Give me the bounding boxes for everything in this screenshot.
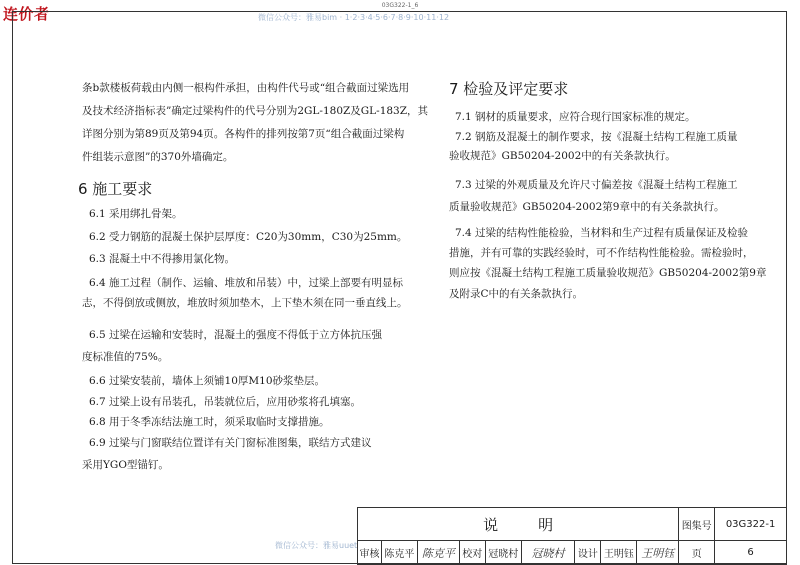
item-6-3: 6.3 混凝土中不得掺用氯化物。: [89, 253, 236, 265]
intro-line: 件组装示意图”的370外墙确定。: [82, 151, 234, 163]
item-7-4-cont1: 措施，并有可靠的实践经验时，可不作结构性能检验。需检验时，: [449, 247, 754, 259]
item-7-2: 7.2 钢筋及混凝土的制作要求，按《混凝土结构工程施工质量: [455, 131, 738, 143]
item-7-4: 7.4 过梁的结构性能检验，当材料和生产过程有质量保证及检验: [455, 227, 749, 239]
design-signature: 王明钰: [637, 541, 679, 565]
page-number: 6: [715, 541, 787, 565]
section-7-heading: 7 检验及评定要求: [449, 80, 569, 98]
frame-left-border: [12, 11, 13, 564]
item-6-9: 6.9 过梁与门窗联结位置详有关门窗标准图集，联结方式建议: [89, 437, 372, 449]
check-signature: 冠晓村: [521, 541, 575, 565]
design-label: 设计: [575, 541, 601, 565]
item-6-2: 6.2 受力钢筋的混凝土保护层厚度：C20为30mm，C30为25mm。: [89, 231, 408, 243]
corner-stamp: 连价者: [3, 5, 50, 23]
watermark-bottom: 微信公众号：雅易uuet: [275, 541, 358, 550]
intro-line: 详图分别为第89页及第94页。各构件的排列按第7页“组合截面过梁构: [82, 128, 405, 140]
title-block: [357, 507, 787, 565]
item-6-4-cont: 志，不得倒放或侧放，堆放时须加垫木，上下垫木须在同一垂直线上。: [82, 297, 408, 309]
design-name: 王明钰: [601, 541, 637, 565]
frame-right-border: [786, 11, 787, 564]
item-6-8: 6.8 用于冬季冻结法施工时，须采取临时支撑措施。: [89, 416, 330, 428]
intro-line: 条b款楼板荷载由内侧一根构件承担，由构件代号或“组合截面过梁选用: [82, 82, 410, 94]
item-6-6: 6.6 过梁安装前，墙体上须铺10厚M10砂浆垫层。: [89, 375, 326, 387]
item-7-1: 7.1 钢材的质量要求，应符合现行国家标准的规定。: [455, 111, 696, 123]
item-6-4: 6.4 施工过程（制作、运输、堆放和吊装）中，过梁上部要有明显标: [89, 277, 404, 289]
page-label: 页: [679, 541, 715, 565]
item-6-5: 6.5 过梁在运输和安装时，混凝土的强度不得低于立方体抗压强: [89, 329, 383, 341]
atlas-number-label: 图集号: [679, 508, 715, 541]
drawing-id: 03G322-1_6: [381, 2, 419, 9]
item-7-4-cont3: 及附录C中的有关条款执行。: [449, 288, 584, 300]
item-7-4-cont2: 则应按《混凝土结构工程施工质量验收规范》GB50204-2002第9章: [449, 267, 767, 279]
watermark-top: 微信公众号：雅易bim · 1·2·3·4·5·6·7·8·9·10·11·12: [258, 13, 450, 22]
check-label: 校对: [459, 541, 485, 565]
right-column: [449, 0, 777, 500]
review-signature: 陈克平: [417, 541, 459, 565]
document-title: 说明: [358, 508, 679, 541]
check-name: 冠晓村: [485, 541, 521, 565]
item-6-5-cont: 度标准值的75%。: [82, 351, 169, 363]
section-6-heading: 6 施工要求: [78, 180, 153, 198]
item-6-1: 6.1 采用绑扎骨架。: [89, 208, 183, 220]
item-7-3-cont: 质量验收规范》GB50204-2002第9章中的有关条款执行。: [449, 201, 725, 213]
review-label: 审核: [358, 541, 382, 565]
item-7-2-cont: 验收规范》GB50204-2002中的有关条款执行。: [449, 150, 676, 162]
review-name: 陈克平: [381, 541, 417, 565]
item-7-3: 7.3 过梁的外观质量及允许尺寸偏差按《混凝土结构工程施工: [455, 179, 738, 191]
atlas-number-value: 03G322-1: [715, 508, 787, 541]
left-column: [78, 0, 429, 500]
intro-line: 及技术经济指标表”确定过梁构件的代号分别为2GL-180Z及GL-183Z，其: [82, 105, 429, 117]
item-6-9-cont: 采用YGO型锚钉。: [82, 459, 169, 471]
item-6-7: 6.7 过梁上设有吊装孔，吊装就位后，应用砂浆将孔填塞。: [89, 396, 362, 408]
